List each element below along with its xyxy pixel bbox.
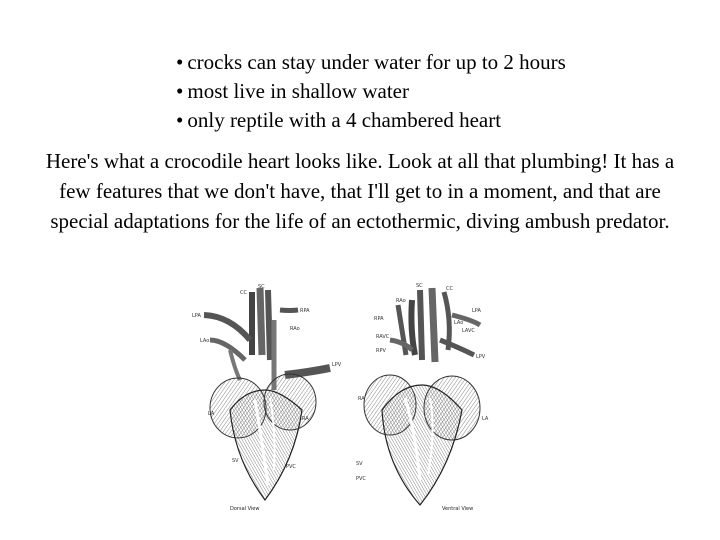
ventral-label: LPV [476,354,486,360]
ventral-view-drawing [356,283,489,512]
dorsal-label: LA [208,411,215,417]
ventral-label: RPV [376,348,386,354]
ventral-label: SV [356,461,363,467]
ventral-label: SC [416,283,423,289]
ventral-label: RA [358,396,365,402]
ventral-label: LPA [472,308,481,314]
dorsal-label: RAo [290,326,300,332]
ventral-label: RAVC [376,334,390,340]
ventral-label: LAo [454,320,464,326]
dorsal-label: RA [302,416,309,422]
ventral-label: LA [482,416,489,422]
ventral-label: CC [446,286,453,292]
dorsal-label: LPV [332,362,342,368]
ventral-label: LAVC [462,328,475,334]
dorsal-caption: Dorsal View [230,506,260,512]
heart-diagram [190,280,495,515]
bullet-item: • most live in shallow water [176,77,566,106]
dorsal-label: PVC [286,464,296,470]
bullet-list [176,48,566,135]
bullet-item: • only reptile with a 4 chambered heart [176,106,566,135]
ventral-caption: Ventral View [442,506,474,512]
dorsal-label: SC [258,284,265,290]
dorsal-view-drawing [192,284,342,512]
crocodile-heart-illustration [190,280,495,515]
dorsal-label: LAo [200,338,210,344]
body-paragraph: Here's what a crocodile heart looks like. Look at all that plumbing! It has a few features that we don't have, that I'll get to in a moment, and that are special adaptations for the life of an ectothermic, diving ambush predator. [45,149,675,233]
ventral-label: RAo [396,298,406,304]
dorsal-label: CC [240,290,247,296]
dorsal-label: RPA [300,308,310,314]
bullet-item: • crocks can stay under water for up to 2 hours [176,48,566,77]
ventral-label: RPA [374,316,384,322]
dorsal-label: SV [232,458,239,464]
ventral-label: PVC [356,476,366,482]
dorsal-label: LPA [192,313,201,319]
